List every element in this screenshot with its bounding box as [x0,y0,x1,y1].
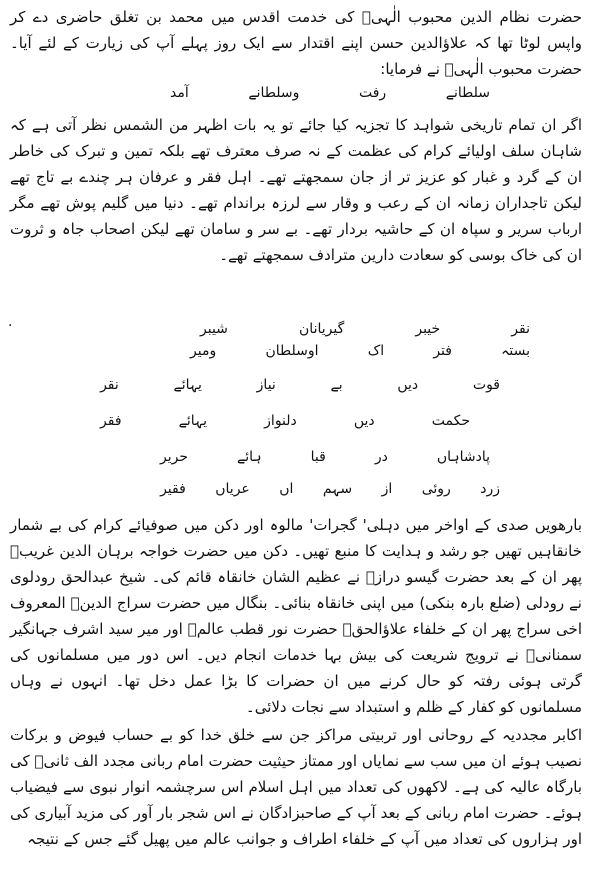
verse-line-4 [100,374,500,396]
verse-word: اں [279,481,294,497]
verse-word: فقر [100,413,122,429]
verse-line-6 [160,446,490,468]
verse-word: زرد [480,481,500,497]
verse-word: اوسلطان [265,343,319,359]
verse-word: روئی [421,481,451,497]
verse-word: دیں [353,413,375,429]
verse-word: نقر [100,377,119,393]
verse-word: عریاں [215,481,250,497]
verse-word: گیریانان [299,321,345,337]
verse-line-3 [190,340,530,362]
verse-word: ہائے [237,449,262,465]
verse-word: رفت [358,85,387,101]
verse-word: نقر [511,321,530,337]
verse-word: یہائے [173,377,202,393]
verse-line-2 [200,318,530,340]
verse-word: فتر [433,343,452,359]
verse-line-1 [170,82,490,104]
verse-word: حریر [160,449,189,465]
verse-line-5 [100,410,470,432]
paragraph-analysis: اگر ان تمام تاریخی شواہد کا تجزیہ کیا جائے تو یہ بات اظہر من الشمس نظر آتی ہے کہ شاہان سلف اولیائے کرام کی عظمت کے نہ صرف معترف تھے بلکہ تمین و تبرک کی خاطر ان کے گرد و غبار کو عزیز تر از جان سمجھتے تھے۔ اہل فقر و عرفان ہر چندے بے تاج تھے لیکن تاجداران زمانہ ان کے رعب و وقار سے لرزہ براندام تھے۔ دنیا میں گلیم پوش تھے مگر ارباب سریر و سپاہ ان کے حاشیہ بردار تھے۔ بے سر و سامان تھے لیکن اصحاب جاہ و ثروت ان کی خاک بوسی کو سعادت دارین مترادف سمجھتے تھے۔ [10,116,582,264]
verse-word: نیاز [256,377,276,393]
verse-word: وسلطانے [248,85,300,101]
verse-word: اک [367,343,385,359]
verse-word: قبا [310,449,326,465]
verse-word: آمد [170,85,189,101]
verse-word: خیبر [415,321,441,337]
verse-word: حکمت [431,413,470,429]
verse-word: از [381,481,393,497]
verse-word: دلنواز [264,413,297,429]
verse-word: یہائے [178,413,208,429]
verse-word: شیبر [200,321,228,337]
verse-word: سلطانے [445,85,490,101]
verse-word: پادشاہاں [436,449,490,465]
verse-line-7 [160,478,500,500]
margin-mark: . [8,314,13,330]
verse-word: دیں [397,377,419,393]
verse-word: در [374,449,388,465]
paragraph-mujaddidiya: اکابر مجددیہ کے روحانی اور تربیتی مراکز جن سے خلق خدا کو بے حساب فیوض و برکات نصیب ہوئے ان میں سب سے نمایاں اور ممتاز حیثیت حضرت امام ربانی مجدد الف ثانیؒ کی بارگاہ عالیہ کی ہے۔ لاکھوں کی تعداد میں اہل اسلام اس سرچشمہ انوار نبوی سے فیضیاب ہوئے۔ حضرت امام ربانی کے بعد آپ کے صاحبزادگان نے اس شجر بار آور کی مزید آبیاری کی اور ہزاروں کی تعداد میں آپ کے خلفاء اطراف و جوانب عالم میں پھیل گئے جس کے نتیجہ [10,726,582,848]
verse-word: ومیر [190,343,217,359]
paragraph-khanqahs: بارھویں صدی کے اواخر میں دہلی' گجرات' مالوہ اور دکن میں صوفیائے کرام کی بے شمار خانقاہیں تھیں جو رشد و ہدایت کا منبع تھیں۔ دکن میں حضرت خواجہ برہان الدین غریبؒ پھر ان کے بعد حضرت گیسو درازؒ نے عظیم الشان خانقاہ قائم کی۔ شیخ عبدالحق رودلوی نے رودلی (ضلع بارہ بنکی) میں اپنی خانقاہ بنائی۔ بنگال میں حضرت سراج الدینؒ المعروف اخی سراج پھر ان کے خلفاء علاؤالحقؒ حضرت نور قطب عالمؒ اور میر سید اشرف جہانگیر سمنانیؒ نے ترویج شریعت کی بیش بہا خدمات انجام دیں۔ اس دور میں مسلمانوں کی گرتی ہوئی رفتہ کو حال کرنے میں ان حضرات کا بڑا عمل دخل تھا۔ انہوں نے وہاں مسلمانوں کو کفار کے ظلم و استبداد سے نجات دلائی۔ [10,516,582,716]
paragraph-intro: حضرت نظام الدین محبوب الٰہیؒ کی خدمت اقدس میں محمد بن تغلق حاضری دے کر واپس لوٹا تھا کہ علاؤالدین حسن اپنے اقتدار سے ایک روز پہلے آپ کی زیارت کے لئے آیا۔ حضرت محبوب الٰہیؒ نے فرمایا: [10,8,582,78]
verse-word: سہم [322,481,353,497]
verse-word: بستہ [501,343,530,359]
verse-word: بے [330,377,343,393]
verse-word: قوت [472,377,500,393]
verse-word: فقیر [160,481,186,497]
